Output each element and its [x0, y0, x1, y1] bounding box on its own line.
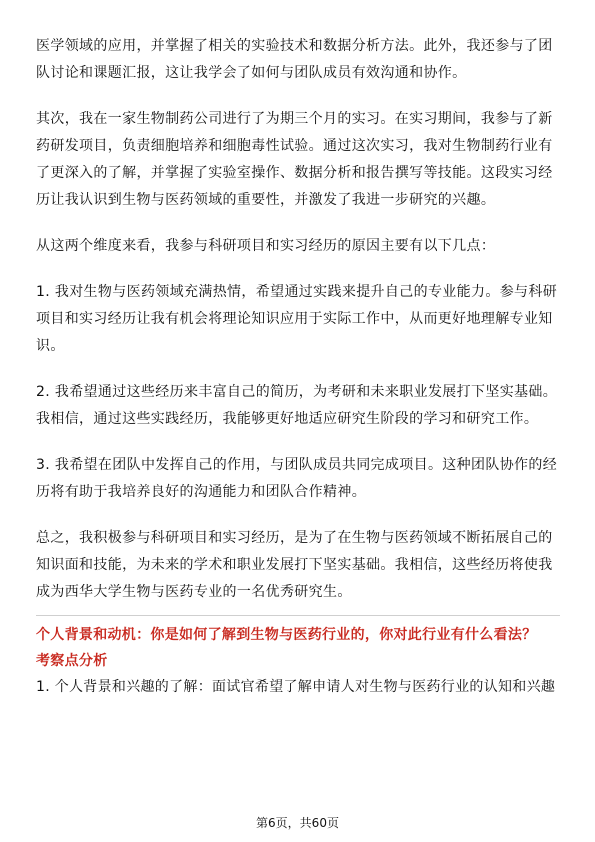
section-divider	[36, 615, 560, 616]
document-body	[36, 33, 560, 700]
body-paragraph: 2. 我希望通过这些经历来丰富自己的简历，为考研和未来职业发展打下坚实基础。我相信，通过这些实践经历，我能够更好地适应研究生阶段的学习和研究工作。	[36, 384, 558, 427]
body-paragraph: 其次，我在一家生物制药公司进行了为期三个月的实习。在实习期间，我参与了新药研发项目，负责细胞培养和细胞毒性试验。通过这次实习，我对生物制药行业有了更深入的了解，并掌握了实验室操作、数据分析和报告撰写等技能。这段实习经历让我认识到生物与医药领域的重要性，并激发了我进一步研究的兴趣。	[36, 111, 553, 208]
body-paragraph: 从这两个维度来看，我参与科研项目和实习经历的原因主要有以下几点：	[36, 238, 496, 254]
body-paragraph: 3. 我希望在团队中发挥自己的作用，与团队成员共同完成项目。这种团队协作的经历将有助于我培养良好的沟通能力和团队合作精神。	[36, 457, 558, 500]
analysis-text: 1. 个人背景和兴趣的了解：面试官希望了解申请人对生物与医药行业的认知和兴趣	[36, 679, 556, 695]
analysis-heading: 考察点分析	[36, 653, 108, 669]
body-paragraph: 医学领域的应用，并掌握了相关的实验技术和数据分析方法。此外，我还参与了团队讨论和课题汇报，这让我学会了如何与团队成员有效沟通和协作。	[36, 38, 553, 81]
body-paragraph: 总之，我积极参与科研项目和实习经历，是为了在生物与医药领域不断拓展自己的知识面和技能，为未来的学术和职业发展打下坚实基础。我相信，这些经历将使我成为西华大学生物与医药专业的一名优秀研究生。	[36, 530, 553, 600]
page-number: 第6页，共60页	[256, 816, 339, 830]
interview-question: 个人背景和动机：你是如何了解到生物与医药行业的，你对此行业有什么看法？	[36, 627, 537, 643]
body-paragraph: 1. 我对生物与医药领域充满热情，希望通过实践来提升自己的专业能力。参与科研项目和实习经历让我有机会将理论知识应用于实际工作中，从而更好地理解专业知识。	[36, 284, 558, 354]
